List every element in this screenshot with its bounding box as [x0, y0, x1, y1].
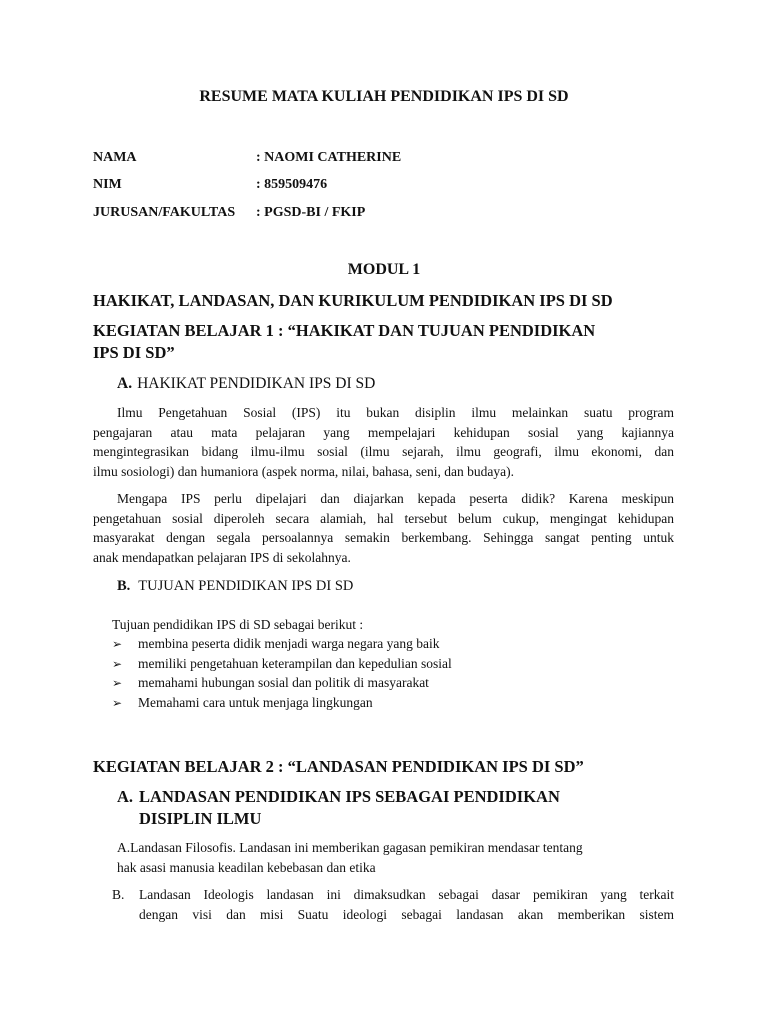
- kb2-section-a-line-1: [117, 786, 560, 808]
- name-label: NAMA: [93, 150, 137, 165]
- list-item: [112, 673, 429, 694]
- nim-value: : 859509476: [256, 177, 328, 192]
- kb2-section-a-line-2: DISIPLIN ILMU: [139, 809, 262, 828]
- arrow-bullet-icon: ➢: [112, 676, 123, 690]
- landasan-filosofis-paragraph: [117, 838, 583, 877]
- kegiatan-belajar-1-heading: [93, 320, 595, 364]
- name-value: : NAOMI CATHERINE: [256, 150, 402, 165]
- section-b-heading: [117, 576, 353, 596]
- section-a-heading: [117, 373, 375, 395]
- paragraph-line: Landasan Ideologis landasan ini dimaksudkan sebagai dasar pemikiran yang terkait: [139, 887, 674, 902]
- modul-title: HAKIKAT, LANDASAN, DAN KURIKULUM PENDIDIKAN IPS DI SD: [93, 291, 613, 310]
- section-a-paragraph-2: [93, 489, 674, 567]
- paragraph-line: pengajaran atau mata pelajaran yang mempelajari kehidupan sosial yang kajiannya: [93, 424, 674, 440]
- paragraph-line: Mengapa IPS perlu dipelajari dan diajarkan kepada peserta didik? Karena meskipun: [117, 491, 674, 506]
- modul-heading: MODUL 1: [347, 261, 421, 278]
- paragraph-line: A.Landasan Filosofis. Landasan ini memberikan gagasan pemikiran mendasar tentang: [117, 840, 583, 855]
- jurusan-value: : PGSD-BI / FKIP: [256, 205, 366, 220]
- kb1-line-2: IPS DI SD”: [93, 343, 175, 362]
- list-item: [112, 693, 373, 714]
- landasan-ideologis-paragraph: [139, 885, 674, 924]
- kb2-section-a-title: LANDASAN PENDIDIKAN IPS SEBAGAI PENDIDIKAN: [139, 787, 560, 806]
- paragraph-line: pengetahuan sosial diperoleh secara alamiah, hal tersebut belum cukup, mengingat kehidupan: [93, 510, 674, 526]
- list-item: [112, 654, 452, 675]
- kb1-line-1: KEGIATAN BELAJAR 1 : “HAKIKAT DAN TUJUAN PENDIDIKAN: [93, 321, 596, 340]
- arrow-bullet-icon: ➢: [112, 657, 123, 671]
- arrow-bullet-icon: ➢: [112, 696, 123, 710]
- kb2-section-a-heading: [117, 786, 560, 830]
- nim-label: NIM: [93, 177, 122, 192]
- landasan-b-letter: B.: [112, 887, 125, 902]
- section-a-paragraph-1: [93, 403, 674, 481]
- document-title: RESUME MATA KULIAH PENDIDIKAN IPS DI SD: [199, 88, 569, 105]
- section-a-title: HAKIKAT PENDIDIKAN IPS DI SD: [137, 375, 376, 392]
- list-item-text: membina peserta didik menjadi warga negara yang baik: [138, 636, 440, 651]
- paragraph-line: Ilmu Pengetahuan Sosial (IPS) itu bukan disiplin ilmu melainkan suatu program: [117, 405, 674, 420]
- paragraph-line: dengan visi dan misi Suatu ideologi sebagai landasan akan memberikan sistem: [139, 906, 674, 922]
- paragraph-line: ilmu sosiologi) dan humaniora (aspek norma, nilai, bahasa, seni, dan budaya).: [93, 463, 515, 479]
- kegiatan-belajar-2-heading: KEGIATAN BELAJAR 2 : “LANDASAN PENDIDIKAN IPS DI SD”: [93, 757, 584, 776]
- arrow-bullet-icon: ➢: [112, 637, 123, 651]
- paragraph-line: anak mendapatkan pelajaran IPS di sekolahnya.: [93, 549, 351, 565]
- list-item-text: memahami hubungan sosial dan politik di masyarakat: [138, 675, 429, 690]
- paragraph-line: hak asasi manusia keadilan kebebasan dan etika: [117, 859, 376, 875]
- list-item-text: memiliki pengetahuan keterampilan dan kepedulian sosial: [138, 656, 452, 671]
- section-a-letter: A.: [117, 375, 133, 392]
- paragraph-line: masyarakat dengan segala persoalannya semakin berkembang. Sehingga sangat penting untuk: [93, 530, 674, 545]
- kb2-section-a-letter: A.: [117, 787, 134, 806]
- section-b-title: TUJUAN PENDIDIKAN IPS DI SD: [138, 578, 354, 594]
- jurusan-label: JURUSAN/FAKULTAS: [93, 205, 236, 220]
- list-item-text: Memahami cara untuk menjaga lingkungan: [138, 695, 373, 710]
- list-item: [112, 634, 440, 655]
- section-b-intro: Tujuan pendidikan IPS di SD sebagai berikut :: [112, 617, 364, 632]
- paragraph-line: mengintegrasikan bidang ilmu-ilmu sosial (ilmu sejarah, ilmu geografi, ilmu ekonomi, dan: [93, 444, 674, 459]
- section-b-letter: B.: [117, 578, 131, 594]
